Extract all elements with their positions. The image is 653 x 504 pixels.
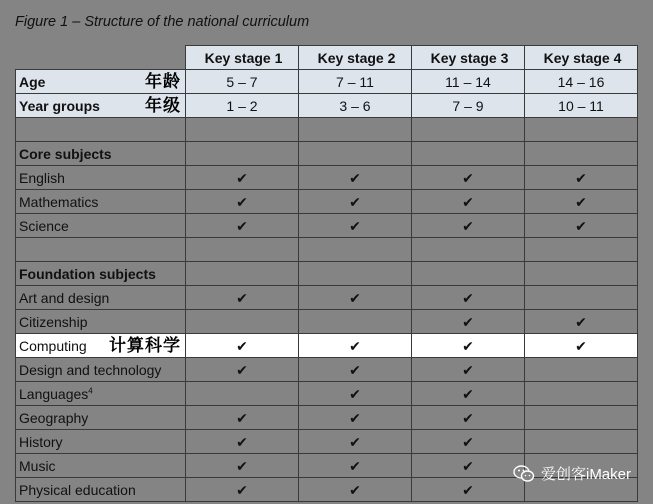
age-row-label: Age: [19, 73, 46, 90]
header-row: [16, 46, 638, 70]
check-icon: ✔: [575, 193, 587, 210]
stage-cell: [525, 286, 638, 310]
subject-name: English: [19, 169, 65, 186]
check-icon: ✔: [462, 481, 474, 498]
check-icon: ✔: [349, 169, 361, 186]
stage-cell: [186, 334, 299, 358]
stage-cell: [525, 382, 638, 406]
stage-cell: [412, 358, 525, 382]
stage-cell: [186, 430, 299, 454]
subject-label-cell: [16, 166, 186, 190]
key-stage-header: Key stage 3: [412, 46, 525, 70]
check-icon: ✔: [462, 409, 474, 426]
yg-row-chinese-label: 年级: [145, 95, 181, 115]
watermark-text: 爱创客iMaker: [540, 466, 631, 483]
stage-cell: [299, 214, 412, 238]
stage-cell: [299, 454, 412, 478]
stage-cell: [412, 454, 525, 478]
age-row-value: 7 – 11: [299, 70, 412, 94]
check-icon: ✔: [462, 313, 474, 330]
check-icon: ✔: [349, 409, 361, 426]
section-empty-cell: [412, 142, 525, 166]
age-row-value: 14 – 16: [525, 70, 638, 94]
figure-title: Figure 1 – Structure of the national curriculum: [15, 14, 310, 30]
stage-cell: [299, 310, 412, 334]
age-row: [16, 70, 638, 94]
subject-row: [16, 334, 638, 358]
section-empty-cell: [299, 262, 412, 286]
age-row-label-cell: [16, 70, 186, 94]
check-icon: ✔: [349, 481, 361, 498]
subject-label-cell: [16, 334, 186, 358]
stage-cell: [186, 382, 299, 406]
check-icon: ✔: [462, 289, 474, 306]
check-icon: ✔: [349, 385, 361, 402]
subject-name: Citizenship: [19, 313, 88, 330]
check-icon: ✔: [462, 361, 474, 378]
stage-cell: [525, 430, 638, 454]
subject-label-cell: [16, 382, 186, 406]
subject-row: [16, 286, 638, 310]
stage-cell: [525, 214, 638, 238]
section-title: Core subjects: [16, 142, 186, 166]
watermark: [513, 463, 631, 484]
stage-cell: [412, 214, 525, 238]
age-row-chinese-label: 年龄: [145, 71, 181, 91]
stage-cell: [525, 334, 638, 358]
stage-cell: [525, 190, 638, 214]
subject-name: Languages: [19, 385, 89, 402]
subject-name: Mathematics: [19, 193, 99, 210]
stage-cell: [412, 406, 525, 430]
stage-cell: [299, 406, 412, 430]
check-icon: ✔: [349, 361, 361, 378]
check-icon: ✔: [575, 217, 587, 234]
spacer-row: [16, 118, 638, 142]
spacer-cell: [16, 118, 186, 142]
key-stage-header: Key stage 1: [186, 46, 299, 70]
key-stage-header: Key stage 4: [525, 46, 638, 70]
check-icon: ✔: [349, 337, 361, 354]
subject-label-cell: [16, 310, 186, 334]
yg-row-value: 1 – 2: [186, 94, 299, 118]
subject-name: Physical education: [19, 481, 136, 498]
check-icon: ✔: [236, 433, 248, 450]
section-empty-cell: [186, 142, 299, 166]
stage-cell: [525, 406, 638, 430]
stage-cell: [525, 310, 638, 334]
stage-cell: [412, 286, 525, 310]
stage-cell: [299, 382, 412, 406]
stage-cell: [412, 430, 525, 454]
subject-label-cell: [16, 454, 186, 478]
label-wrap: [19, 71, 185, 93]
subject-name: Science: [19, 217, 69, 234]
subject-row: [16, 190, 638, 214]
check-icon: ✔: [236, 457, 248, 474]
check-icon: ✔: [462, 169, 474, 186]
subject-label-cell: [16, 478, 186, 502]
check-icon: ✔: [462, 457, 474, 474]
spacer-cell: [186, 238, 299, 262]
check-icon: ✔: [236, 409, 248, 426]
check-icon: ✔: [236, 481, 248, 498]
check-icon: ✔: [575, 337, 587, 354]
section-empty-cell: [412, 262, 525, 286]
check-icon: ✔: [236, 169, 248, 186]
footnote-marker: 4: [88, 385, 93, 395]
stage-cell: [186, 358, 299, 382]
stage-cell: [299, 286, 412, 310]
spacer-cell: [186, 118, 299, 142]
check-icon: ✔: [462, 385, 474, 402]
section-empty-cell: [299, 142, 412, 166]
yg-row-label: Year groups: [19, 97, 100, 114]
subject-row: [16, 406, 638, 430]
subject-name: Geography: [19, 409, 89, 426]
label-wrap: [19, 95, 185, 117]
stage-cell: [186, 478, 299, 502]
stage-cell: [299, 430, 412, 454]
check-icon: ✔: [349, 217, 361, 234]
yg-row: [16, 94, 638, 118]
check-icon: ✔: [349, 433, 361, 450]
stage-cell: [186, 454, 299, 478]
curriculum-table: [15, 45, 638, 502]
stage-cell: [186, 190, 299, 214]
check-icon: ✔: [575, 169, 587, 186]
subject-row: [16, 310, 638, 334]
subject-label-cell: [16, 358, 186, 382]
subject-chinese-label: 计算科学: [109, 335, 181, 355]
section-title: Foundation subjects: [16, 262, 186, 286]
subject-name: History: [19, 433, 63, 450]
stage-cell: [186, 310, 299, 334]
subject-label-cell: [16, 406, 186, 430]
subject-label-cell: [16, 214, 186, 238]
stage-cell: [186, 406, 299, 430]
subject-name: Art and design: [19, 289, 110, 306]
stage-cell: [412, 478, 525, 502]
check-icon: ✔: [462, 217, 474, 234]
subject-row: [16, 430, 638, 454]
section-empty-cell: [525, 262, 638, 286]
subject-row: [16, 214, 638, 238]
check-icon: ✔: [575, 313, 587, 330]
key-stage-header: Key stage 2: [299, 46, 412, 70]
section-header-row: [16, 142, 638, 166]
spacer-cell: [16, 238, 186, 262]
spacer-cell: [412, 238, 525, 262]
stage-cell: [186, 286, 299, 310]
spacer-row: [16, 238, 638, 262]
subject-label-cell: [16, 190, 186, 214]
section-empty-cell: [525, 142, 638, 166]
check-icon: ✔: [236, 217, 248, 234]
subject-label-cell: [16, 430, 186, 454]
yg-row-label-cell: [16, 94, 186, 118]
stage-cell: [412, 334, 525, 358]
stage-cell: [412, 190, 525, 214]
check-icon: ✔: [349, 457, 361, 474]
age-row-value: 5 – 7: [186, 70, 299, 94]
check-icon: ✔: [462, 337, 474, 354]
check-icon: ✔: [236, 193, 248, 210]
check-icon: ✔: [349, 289, 361, 306]
subject-label-cell: [16, 286, 186, 310]
check-icon: ✔: [349, 193, 361, 210]
check-icon: ✔: [236, 361, 248, 378]
yg-row-value: 7 – 9: [412, 94, 525, 118]
subject-name: Design and technology: [19, 361, 162, 378]
spacer-cell: [299, 118, 412, 142]
stage-cell: [186, 214, 299, 238]
age-row-value: 11 – 14: [412, 70, 525, 94]
stage-cell: [412, 382, 525, 406]
yg-row-value: 3 – 6: [299, 94, 412, 118]
header-blank-cell: [16, 46, 186, 70]
yg-row-value: 10 – 11: [525, 94, 638, 118]
subject-row: [16, 166, 638, 190]
spacer-cell: [299, 238, 412, 262]
spacer-cell: [412, 118, 525, 142]
subject-row: [16, 358, 638, 382]
check-icon: ✔: [462, 193, 474, 210]
stage-cell: [186, 166, 299, 190]
stage-cell: [299, 358, 412, 382]
stage-cell: [299, 478, 412, 502]
section-header-row: [16, 262, 638, 286]
stage-cell: [299, 190, 412, 214]
subject-row: [16, 382, 638, 406]
check-icon: ✔: [236, 289, 248, 306]
stage-cell: [412, 310, 525, 334]
wechat-icon: [513, 465, 535, 483]
section-empty-cell: [186, 262, 299, 286]
subject-name: Computing: [19, 337, 87, 354]
stage-cell: [299, 166, 412, 190]
stage-cell: [299, 334, 412, 358]
stage-cell: [525, 166, 638, 190]
label-wrap: [19, 335, 185, 357]
subject-name: Music: [19, 457, 56, 474]
check-icon: ✔: [236, 337, 248, 354]
stage-cell: [412, 166, 525, 190]
stage-cell: [525, 358, 638, 382]
check-icon: ✔: [462, 433, 474, 450]
spacer-cell: [525, 118, 638, 142]
spacer-cell: [525, 238, 638, 262]
